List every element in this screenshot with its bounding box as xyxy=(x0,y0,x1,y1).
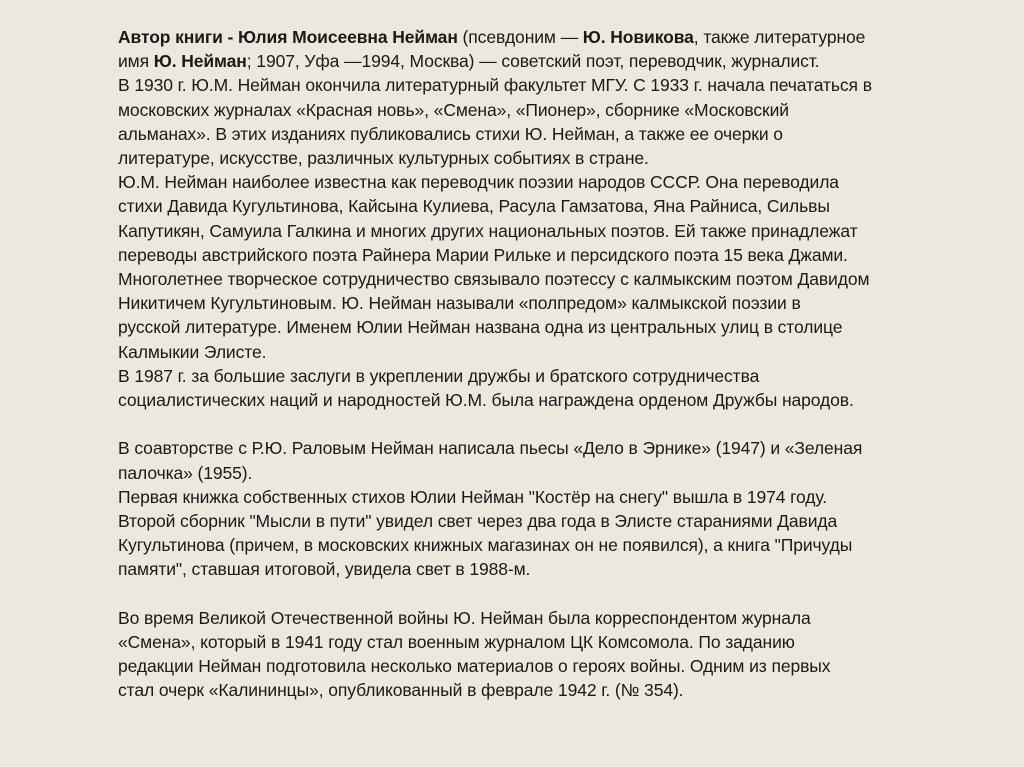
text-line xyxy=(118,533,924,557)
paragraph xyxy=(118,606,924,703)
paragraph xyxy=(118,25,924,412)
text-run: Калмыкии Элисте. xyxy=(118,341,267,362)
text-line xyxy=(118,485,924,509)
text-line xyxy=(118,73,924,97)
text-line xyxy=(118,98,924,122)
text-line xyxy=(118,557,924,581)
text-run: Ю.М. Нейман наиболее известна как переводчик поэзии народов СССР. Она переводила xyxy=(118,172,839,193)
text-run: Первая книжка собственных стихов Юлии Нейман "Костёр на снегу" вышла в 1974 году. xyxy=(118,486,828,507)
text-run: В соавторстве с Р.Ю. Раловым Нейман написала пьесы «Дело в Эрнике» (1947) и «Зеленая xyxy=(118,438,863,459)
text-line xyxy=(118,388,924,412)
text-line xyxy=(118,25,924,49)
text-run: стал очерк «Калининцы», опубликованный в феврале 1942 г. (№ 354). xyxy=(118,680,684,701)
text-run: (псевдоним — xyxy=(457,27,583,47)
text-line xyxy=(118,194,924,218)
text-run: В 1930 г. Ю.М. Нейман окончила литературный факультет МГУ. С 1933 г. начала печататься в xyxy=(118,75,872,96)
bold-text: Ю. Нейман xyxy=(153,51,247,72)
text-line xyxy=(118,461,924,485)
text-run: Кугультинова (причем, в московских книжных магазинах он не появился), а книга "Причуды xyxy=(118,535,853,556)
text-run: Капутикян, Самуила Галкина и многих других национальных поэтов. Ей также принадлежат xyxy=(118,220,858,241)
text-line xyxy=(118,267,924,291)
text-run: памяти", ставшая итоговой, увидела свет в 1988-м. xyxy=(118,559,531,580)
text-line xyxy=(118,654,924,678)
text-run: В 1987 г. за большие заслуги в укреплении дружбы и братского сотрудничества xyxy=(118,365,760,386)
text-line xyxy=(118,49,924,73)
text-run: социалистических наций и народностей Ю.М. была награждена орденом Дружбы народов. xyxy=(118,390,854,411)
text-line xyxy=(118,340,924,364)
text-line xyxy=(118,436,924,460)
text-run: московских журналах «Красная новь», «Смена», «Пионер», сборнике «Московский xyxy=(118,99,789,120)
text-line xyxy=(118,219,924,243)
text-run: «Смена», который в 1941 году стал военным журналом ЦК Комсомола. По заданию xyxy=(118,632,795,653)
text-line xyxy=(118,315,924,339)
text-run: литературе, искусстве, различных культурных событиях в стране. xyxy=(118,148,649,169)
text-run: Второй сборник "Мысли в пути" увидел свет через два года в Элисте стараниями Давида xyxy=(118,511,838,532)
text-line xyxy=(118,606,924,630)
text-run: , также литературное xyxy=(693,27,866,47)
text-line xyxy=(118,170,924,194)
text-run: Во время Великой Отечественной войны Ю. Нейман была корреспондентом журнала xyxy=(118,607,811,628)
text-run: редакции Нейман подготовила несколько материалов о героях войны. Одним из первых xyxy=(118,656,831,677)
bold-text: Автор книги - Юлия Моисеевна Нейман xyxy=(118,27,458,47)
text-run: палочка» (1955). xyxy=(118,462,253,483)
text-run: Никитичем Кугультиновым. Ю. Нейман называли «полпредом» калмыкской поэзии в xyxy=(118,293,801,314)
text-line xyxy=(118,509,924,533)
paragraph-gap xyxy=(118,582,924,606)
text-run: ; 1907, Уфа —1994, Москва) — советский поэт, переводчик, журналист. xyxy=(246,51,820,72)
text-run: имя xyxy=(118,51,154,72)
text-line xyxy=(118,291,924,315)
text-run: альманах». В этих изданиях публиковались стихи Ю. Нейман, а также ее очерки о xyxy=(118,123,783,144)
text-run: переводы австрийского поэта Райнера Марии Рильке и персидского поэта 15 века Джами. xyxy=(118,244,848,265)
text-run: Многолетнее творческое сотрудничество связывало поэтессу с калмыкским поэтом Давидом xyxy=(118,269,870,290)
text-line xyxy=(118,243,924,267)
text-line xyxy=(118,364,924,388)
text-line xyxy=(118,630,924,654)
text-line xyxy=(118,122,924,146)
text-line xyxy=(118,146,924,170)
paragraph xyxy=(118,436,924,581)
paragraph-gap xyxy=(118,412,924,436)
bold-text: Ю. Новикова xyxy=(582,27,694,47)
biography-text xyxy=(118,25,924,703)
text-run: стихи Давида Кугультинова, Кайсына Кулиева, Расула Гамзатова, Яна Райниса, Сильвы xyxy=(118,196,830,217)
text-run: русской литературе. Именем Юлии Нейман названа одна из центральных улиц в столице xyxy=(118,317,843,338)
text-line xyxy=(118,678,924,702)
